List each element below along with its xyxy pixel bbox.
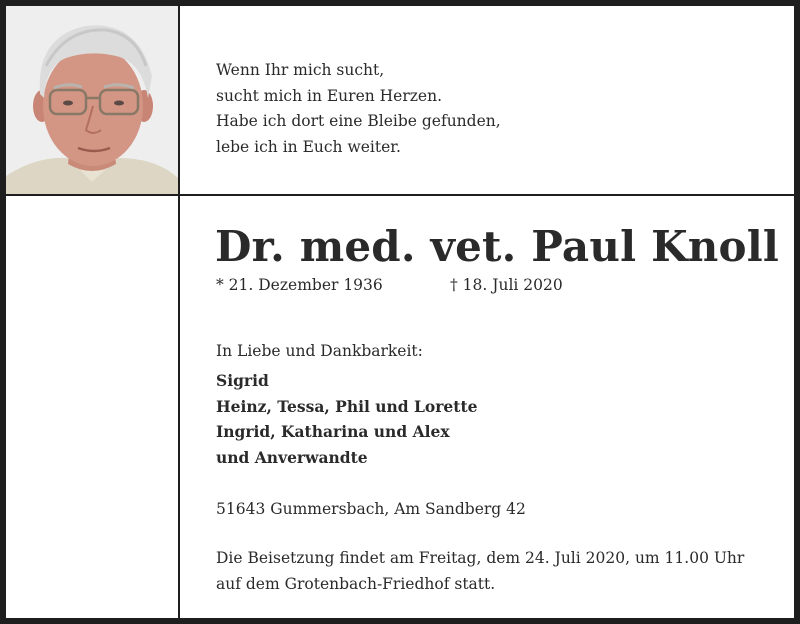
poem-line: sucht mich in Euren Herzen. — [216, 86, 443, 105]
funeral-line: auf dem Grotenbach-Friedhof statt. — [216, 574, 496, 593]
death-date: † 18. Juli 2020 — [450, 276, 563, 294]
mourner-name: Ingrid, Katharina und Alex — [216, 422, 450, 441]
mourners-intro: In Liebe und Dankbarkeit: — [216, 342, 423, 360]
funeral-notice — [216, 546, 744, 597]
birth-date: * 21. Dezember 1936 — [216, 276, 383, 294]
poem-line: Wenn Ihr mich sucht, — [216, 61, 385, 79]
vertical-divider — [178, 6, 180, 618]
family-address: 51643 Gummersbach, Am Sandberg 42 — [216, 500, 526, 518]
poem-line: Habe ich dort eine Bleibe gefunden, — [216, 112, 501, 130]
horizontal-divider — [6, 194, 794, 196]
funeral-line: Die Beisetzung findet am Freitag, dem 24. Juli 2020, um 11.00 Uhr — [216, 549, 745, 567]
mourner-name: und Anverwandte — [216, 447, 368, 467]
poem-line: lebe ich in Euch weiter. — [216, 137, 401, 156]
mourners-list — [216, 368, 477, 470]
portrait-photo — [6, 6, 178, 194]
deceased-name: Dr. med. vet. Paul Knoll — [215, 222, 780, 271]
mourner-name: Heinz, Tessa, Phil und Lorette — [216, 396, 478, 416]
obituary-card — [6, 6, 794, 618]
poem — [216, 58, 501, 160]
mourner-name: Sigrid — [216, 371, 269, 390]
